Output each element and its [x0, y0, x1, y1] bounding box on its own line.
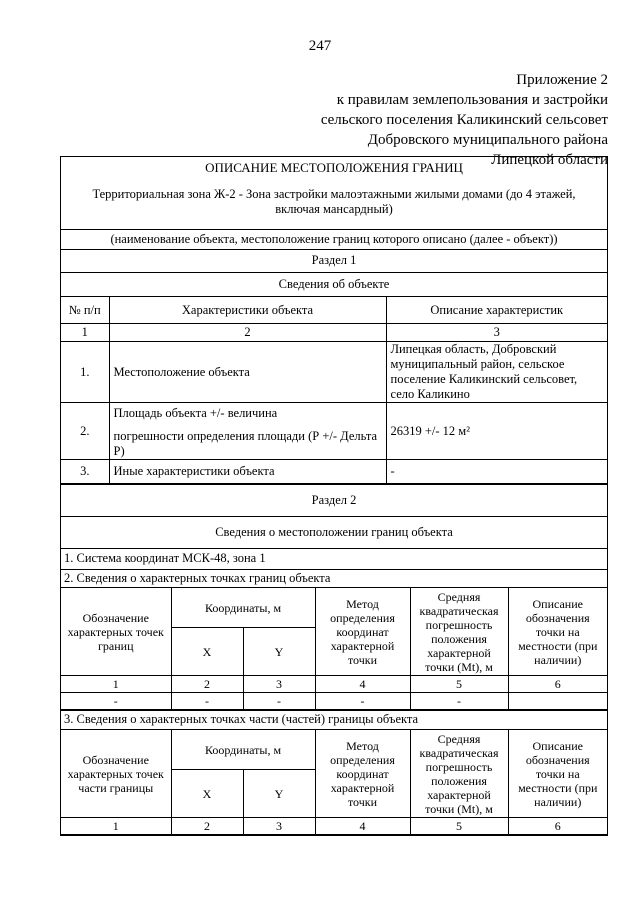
row-description: -: [386, 460, 607, 484]
row-characteristic: Местоположение объекта: [109, 342, 386, 403]
table-cell: -: [410, 693, 508, 710]
row-characteristic: [109, 403, 386, 460]
col-number: 1: [61, 324, 109, 342]
page-number: 247: [308, 38, 332, 54]
col-number: 3: [386, 324, 607, 342]
appendix-line: сельского поселения Каликинский сельсовет: [320, 112, 608, 128]
table-cell: -: [171, 693, 243, 710]
section2-title: Раздел 2: [61, 484, 607, 516]
row-characteristic: Иные характеристики объекта: [109, 460, 386, 484]
col-number: 6: [508, 818, 607, 835]
col-number: 3: [243, 676, 315, 693]
table-cell: [508, 693, 607, 710]
header-y: Y: [243, 770, 315, 818]
col-number: 3: [243, 818, 315, 835]
col-number: 1: [61, 676, 171, 693]
boundary-part-points-table: [61, 729, 607, 835]
appendix-line: Приложение 2: [516, 72, 608, 88]
header-method: Метод определения координат характерной точки: [315, 588, 410, 676]
header-x: X: [171, 628, 243, 676]
table-row: [61, 342, 607, 403]
appendix-line: Липецкой области: [491, 152, 608, 168]
header-point-description: Описание обозначения точки на местности (при наличии): [508, 730, 607, 818]
header-method: Метод определения координат характерной точки: [315, 730, 410, 818]
col-number: 4: [315, 676, 410, 693]
row-description: Липецкая область, Добровский муниципальный район, сельское поселение Каликинский сельсовет, село Каликино: [386, 342, 607, 403]
section1-subtitle: Сведения об объекте: [61, 272, 607, 296]
characteristic-line: погрешности определения площади (Р +/- Дельта Р): [113, 429, 378, 458]
table-cell: -: [61, 693, 171, 710]
col-number: 2: [171, 676, 243, 693]
header-point-designation: Обозначение характерных точек части границы: [61, 730, 171, 818]
table-row: [61, 403, 607, 460]
col-number: 1: [61, 818, 171, 835]
appendix-line: к правилам землепользования и застройки: [336, 92, 608, 108]
header-coordinates: Координаты, м: [171, 588, 315, 628]
col-number: 5: [410, 676, 508, 693]
col-header-num: № п/п: [61, 297, 109, 324]
location-description-form: [60, 156, 608, 836]
appendix-block: [321, 70, 608, 170]
col-header-characteristic: Характеристики объекта: [109, 297, 386, 324]
section1-title: Раздел 1: [61, 249, 607, 272]
header-x: X: [171, 770, 243, 818]
header-mean-error: Средняя квадратическая погрешность положения характерной точки (Mt), м: [410, 588, 508, 676]
boundary-points-table: [61, 587, 607, 710]
table-cell: -: [243, 693, 315, 710]
object-name-line: включая мансардный): [275, 202, 393, 216]
col-number: 4: [315, 818, 410, 835]
object-name-line: Территориальная зона Ж-2 - Зона застройки малоэтажными жилыми домами (до 4 этажей,: [92, 187, 576, 201]
col-number: 5: [410, 818, 508, 835]
coordinate-system: 1. Система координат МСК-48, зона 1: [61, 548, 607, 569]
characteristic-line: Площадь объекта +/- величина: [113, 406, 278, 420]
table-cell: -: [315, 693, 410, 710]
form-title: ОПИСАНИЕ МЕСТОПОЛОЖЕНИЯ ГРАНИЦ: [205, 160, 463, 175]
appendix-line: Добровского муниципального района: [367, 132, 608, 148]
header-point-designation: Обозначение характерных точек границ: [61, 588, 171, 676]
header-y: Y: [243, 628, 315, 676]
header-point-description: Описание обозначения точки на местности (при наличии): [508, 588, 607, 676]
table-row: [61, 693, 607, 710]
header-mean-error: Средняя квадратическая погрешность положения характерной точки (Mt), м: [410, 730, 508, 818]
object-info-table: [61, 296, 607, 484]
object-caption: (наименование объекта, местоположение границ которого описано (далее - объект)): [61, 229, 607, 249]
row-number: 3.: [61, 460, 109, 484]
col-number: 2: [109, 324, 386, 342]
row-number: 2.: [61, 403, 109, 460]
row-number: 1.: [61, 342, 109, 403]
parts-heading: 3. Сведения о характерных точках части (частей) границы объекта: [61, 710, 607, 729]
row-description: 26319 +/- 12 м²: [386, 403, 607, 460]
object-name: [61, 181, 607, 229]
table-row: [61, 460, 607, 484]
points-heading: 2. Сведения о характерных точках границ объекта: [61, 569, 607, 587]
header-coordinates: Координаты, м: [171, 730, 315, 770]
section2-subtitle: Сведения о местоположении границ объекта: [61, 516, 607, 548]
col-header-description: Описание характеристик: [386, 297, 607, 324]
col-number: 6: [508, 676, 607, 693]
col-number: 2: [171, 818, 243, 835]
